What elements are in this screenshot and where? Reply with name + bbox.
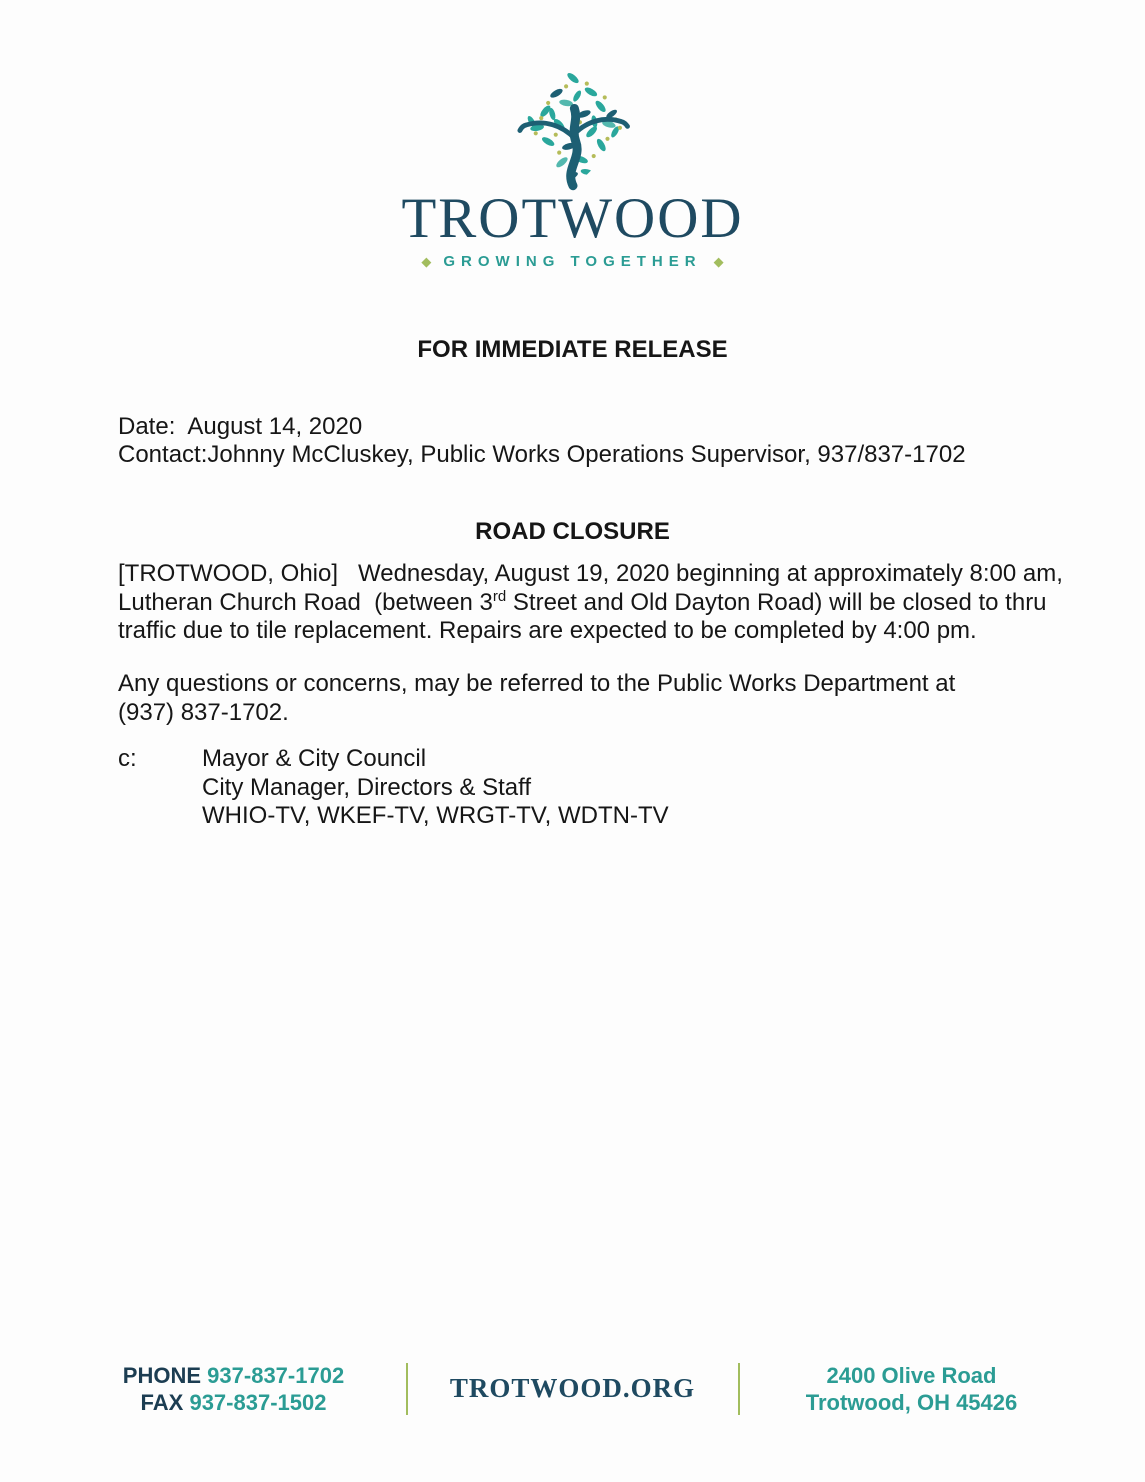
cc-item: City Manager, Directors & Staff	[202, 773, 532, 801]
website-link[interactable]: TROTWOOD.ORG	[449, 1373, 696, 1403]
city-logo	[0, 56, 1145, 270]
fax-value: 937-837-1502	[189, 1390, 327, 1415]
phone-line	[62, 1362, 406, 1389]
paragraph-text: Street and Old Dayton Road) will be closed to thru	[506, 588, 1047, 616]
footer-website	[408, 1375, 738, 1403]
paragraph-line: [TROTWOOD, Ohio] Wednesday, August 19, 2020 beginning at approximately 8:00 am,	[118, 560, 1063, 587]
paragraph-line: (937) 837-1702.	[118, 698, 289, 726]
tree-logo-icon	[498, 56, 648, 194]
fax-line	[62, 1389, 406, 1416]
ordinal-superscript: rd	[492, 587, 507, 605]
diamond-icon: ◆	[421, 254, 432, 269]
diamond-icon: ◆	[713, 254, 724, 269]
body-paragraph-2	[118, 670, 955, 727]
release-headline: FOR IMMEDIATE RELEASE	[417, 336, 728, 363]
phone-label: PHONE	[122, 1363, 202, 1388]
paragraph-line: Any questions or concerns, may be referred to the Public Works Department at	[118, 670, 956, 697]
release-meta	[118, 413, 966, 469]
cc-item: Mayor & City Council	[202, 745, 427, 772]
body-paragraph-1	[118, 560, 1063, 646]
footer-address	[740, 1362, 1084, 1416]
cc-block	[118, 745, 669, 831]
cc-label: c:	[118, 745, 137, 772]
tagline-text: GROWING TOGETHER	[443, 253, 702, 270]
page-footer	[0, 1362, 1145, 1416]
address-line-1: 2400 Olive Road	[826, 1363, 997, 1388]
date-line: Date: August 14, 2020	[118, 413, 363, 440]
footer-contact	[62, 1362, 406, 1416]
document-title: ROAD CLOSURE	[475, 518, 670, 545]
cc-items	[202, 745, 669, 831]
logo-tagline	[421, 253, 723, 270]
paragraph-text: Lutheran Church Road (between 3	[118, 588, 493, 616]
logo-wordmark: TROTWOOD	[401, 187, 744, 250]
cc-item: WHIO-TV, WKEF-TV, WRGT-TV, WDTN-TV	[202, 802, 669, 829]
address-line-2: Trotwood, OH 45426	[805, 1390, 1018, 1415]
paragraph-line	[118, 589, 1063, 618]
fax-label: FAX	[140, 1390, 184, 1415]
phone-value: 937-837-1702	[207, 1363, 345, 1388]
contact-line: Contact:Johnny McCluskey, Public Works Operations Supervisor, 937/837-1702	[118, 441, 966, 468]
paragraph-line: traffic due to tile replacement. Repairs are expected to be completed by 4:00 pm.	[118, 617, 977, 644]
